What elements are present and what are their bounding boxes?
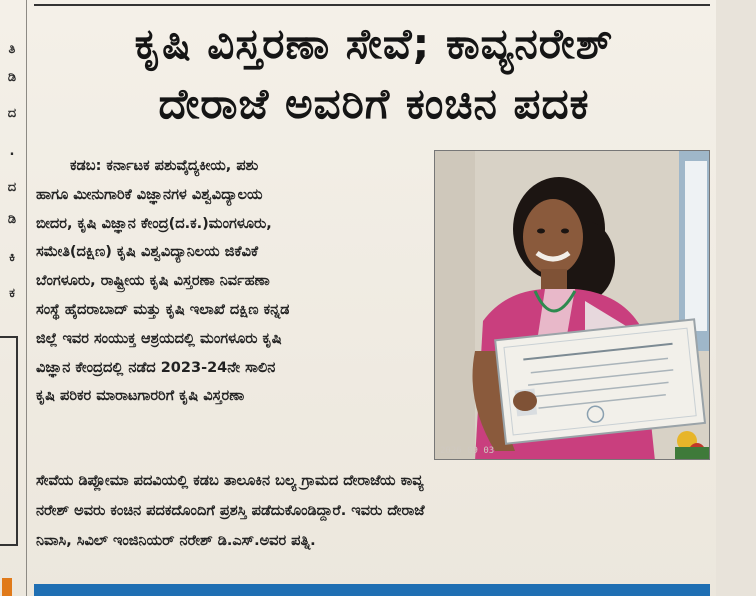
adjacent-text-fragment: ಕ bbox=[9, 286, 15, 301]
orange-accent-mark bbox=[2, 578, 12, 596]
adjacent-text-fragment: ಡಿ bbox=[7, 212, 17, 227]
adjacent-column-strip bbox=[0, 0, 27, 596]
article-body-narrow bbox=[36, 152, 430, 411]
headline-line-1: ಕೃಷಿ ವಿಸ್ತರಣಾ ಸೇವೆ; ಕಾವ್ಯನರೇಶ್ bbox=[134, 19, 614, 68]
adjacent-column-box bbox=[0, 336, 18, 546]
article-body-wide bbox=[36, 466, 712, 556]
adjacent-text-fragment: ದ bbox=[7, 180, 17, 195]
article-line: ಹಾಗೂ ಮೀನುಗಾರಿಕೆ ವಿಜ್ಞಾನಗಳ ವಿಶ್ವವಿದ್ಯಾಲಯ bbox=[36, 186, 263, 203]
adjacent-text-fragment: ದ bbox=[7, 106, 17, 121]
next-article-blue-bar bbox=[34, 584, 710, 596]
adjacent-text-fragment: ತಿ bbox=[8, 42, 16, 57]
photo-date-stamp: 2026 09 03 bbox=[440, 446, 495, 456]
article-line: ಕೃಷಿ ಪರಿಕರ ಮಾರಾಟಗಾರರಿಗೆ ಕೃಷಿ ವಿಸ್ತರಣಾ bbox=[36, 388, 245, 405]
adjacent-text-fragment: ಡಿ bbox=[7, 70, 17, 85]
article-line: ವಿಜ್ಞಾನ ಕೇಂದ್ರದಲ್ಲಿ ನಡೆದ 2023-24ನೇ ಸಾಲಿನ bbox=[36, 359, 276, 376]
headline-line-2: ದೇರಾಜೆ ಅವರಿಗೆ ಕಂಚಿನ ಪದಕ bbox=[158, 79, 590, 128]
headline bbox=[36, 14, 712, 134]
page-right-margin bbox=[716, 0, 756, 596]
article-line: ಸೇವೆಯ ಡಿಪ್ಲೋಮಾ ಪದವಿಯಲ್ಲಿ ಕಡಬ ತಾಲೂಕಿನ ಬಲ್ಯ ಗ್ರಾಮದ ದೇರಾಜೆಯ ಕಾವ್ಯ bbox=[36, 473, 424, 489]
award-photo bbox=[434, 150, 710, 460]
article-line: ನರೇಶ್ ಅವರು ಕಂಚಿನ ಪದಕದೊಂದಿಗೆ ಪ್ರಶಸ್ತಿ ಪಡೆದುಕೊಂಡಿದ್ದಾರೆ. ಇವರು ದೇರಾಜೆ bbox=[36, 503, 425, 519]
article-line: ಕಡಬ: ಕರ್ನಾಟಕ ಪಶುವೈದ್ಯಕೀಯ, ಪಶು bbox=[70, 158, 259, 174]
top-rule bbox=[34, 4, 710, 6]
woman-holding-certificate-illustration bbox=[435, 151, 710, 460]
article-line: ನಿವಾಸಿ, ಸಿವಿಲ್ ಇಂಜಿನಿಯರ್ ನರೇಶ್ ಡಿ.ಎಸ್.ಅವರ ಪತ್ನಿ. bbox=[36, 533, 316, 549]
article-line: ಸಂಸ್ಥೆ ಹೈದರಾಬಾದ್ ಮತ್ತು ಕೃಷಿ ಇಲಾಖೆ ದಕ್ಷಿಣ ಕನ್ನಡ bbox=[36, 301, 290, 318]
article-line: ಬೀದರ, ಕೃಷಿ ವಿಜ್ಞಾನ ಕೇಂದ್ರ(ದ.ಕ.)ಮಂಗಳೂರು, bbox=[36, 215, 272, 232]
article-line: ಜಿಲ್ಲೆ ಇವರ ಸಂಯುಕ್ತ ಆಶ್ರಯದಲ್ಲಿ ಮಂಗಳೂರು ಕೃಷಿ bbox=[36, 330, 282, 347]
article-line: ಸಮೇತಿ(ದಕ್ಷಿಣ) ಕೃಷಿ ವಿಶ್ವವಿದ್ಯಾನಿಲಯ ಜಿಕೆವಿಕೆ bbox=[36, 244, 259, 261]
adjacent-text-fragment: ಕಿ bbox=[8, 250, 16, 265]
article-line: ಬೆಂಗಳೂರು, ರಾಷ್ಟ್ರೀಯ ಕೃಷಿ ವಿಸ್ತರಣಾ ನಿರ್ವಹಣಾ bbox=[36, 273, 270, 290]
adjacent-text-fragment: . bbox=[9, 144, 15, 159]
